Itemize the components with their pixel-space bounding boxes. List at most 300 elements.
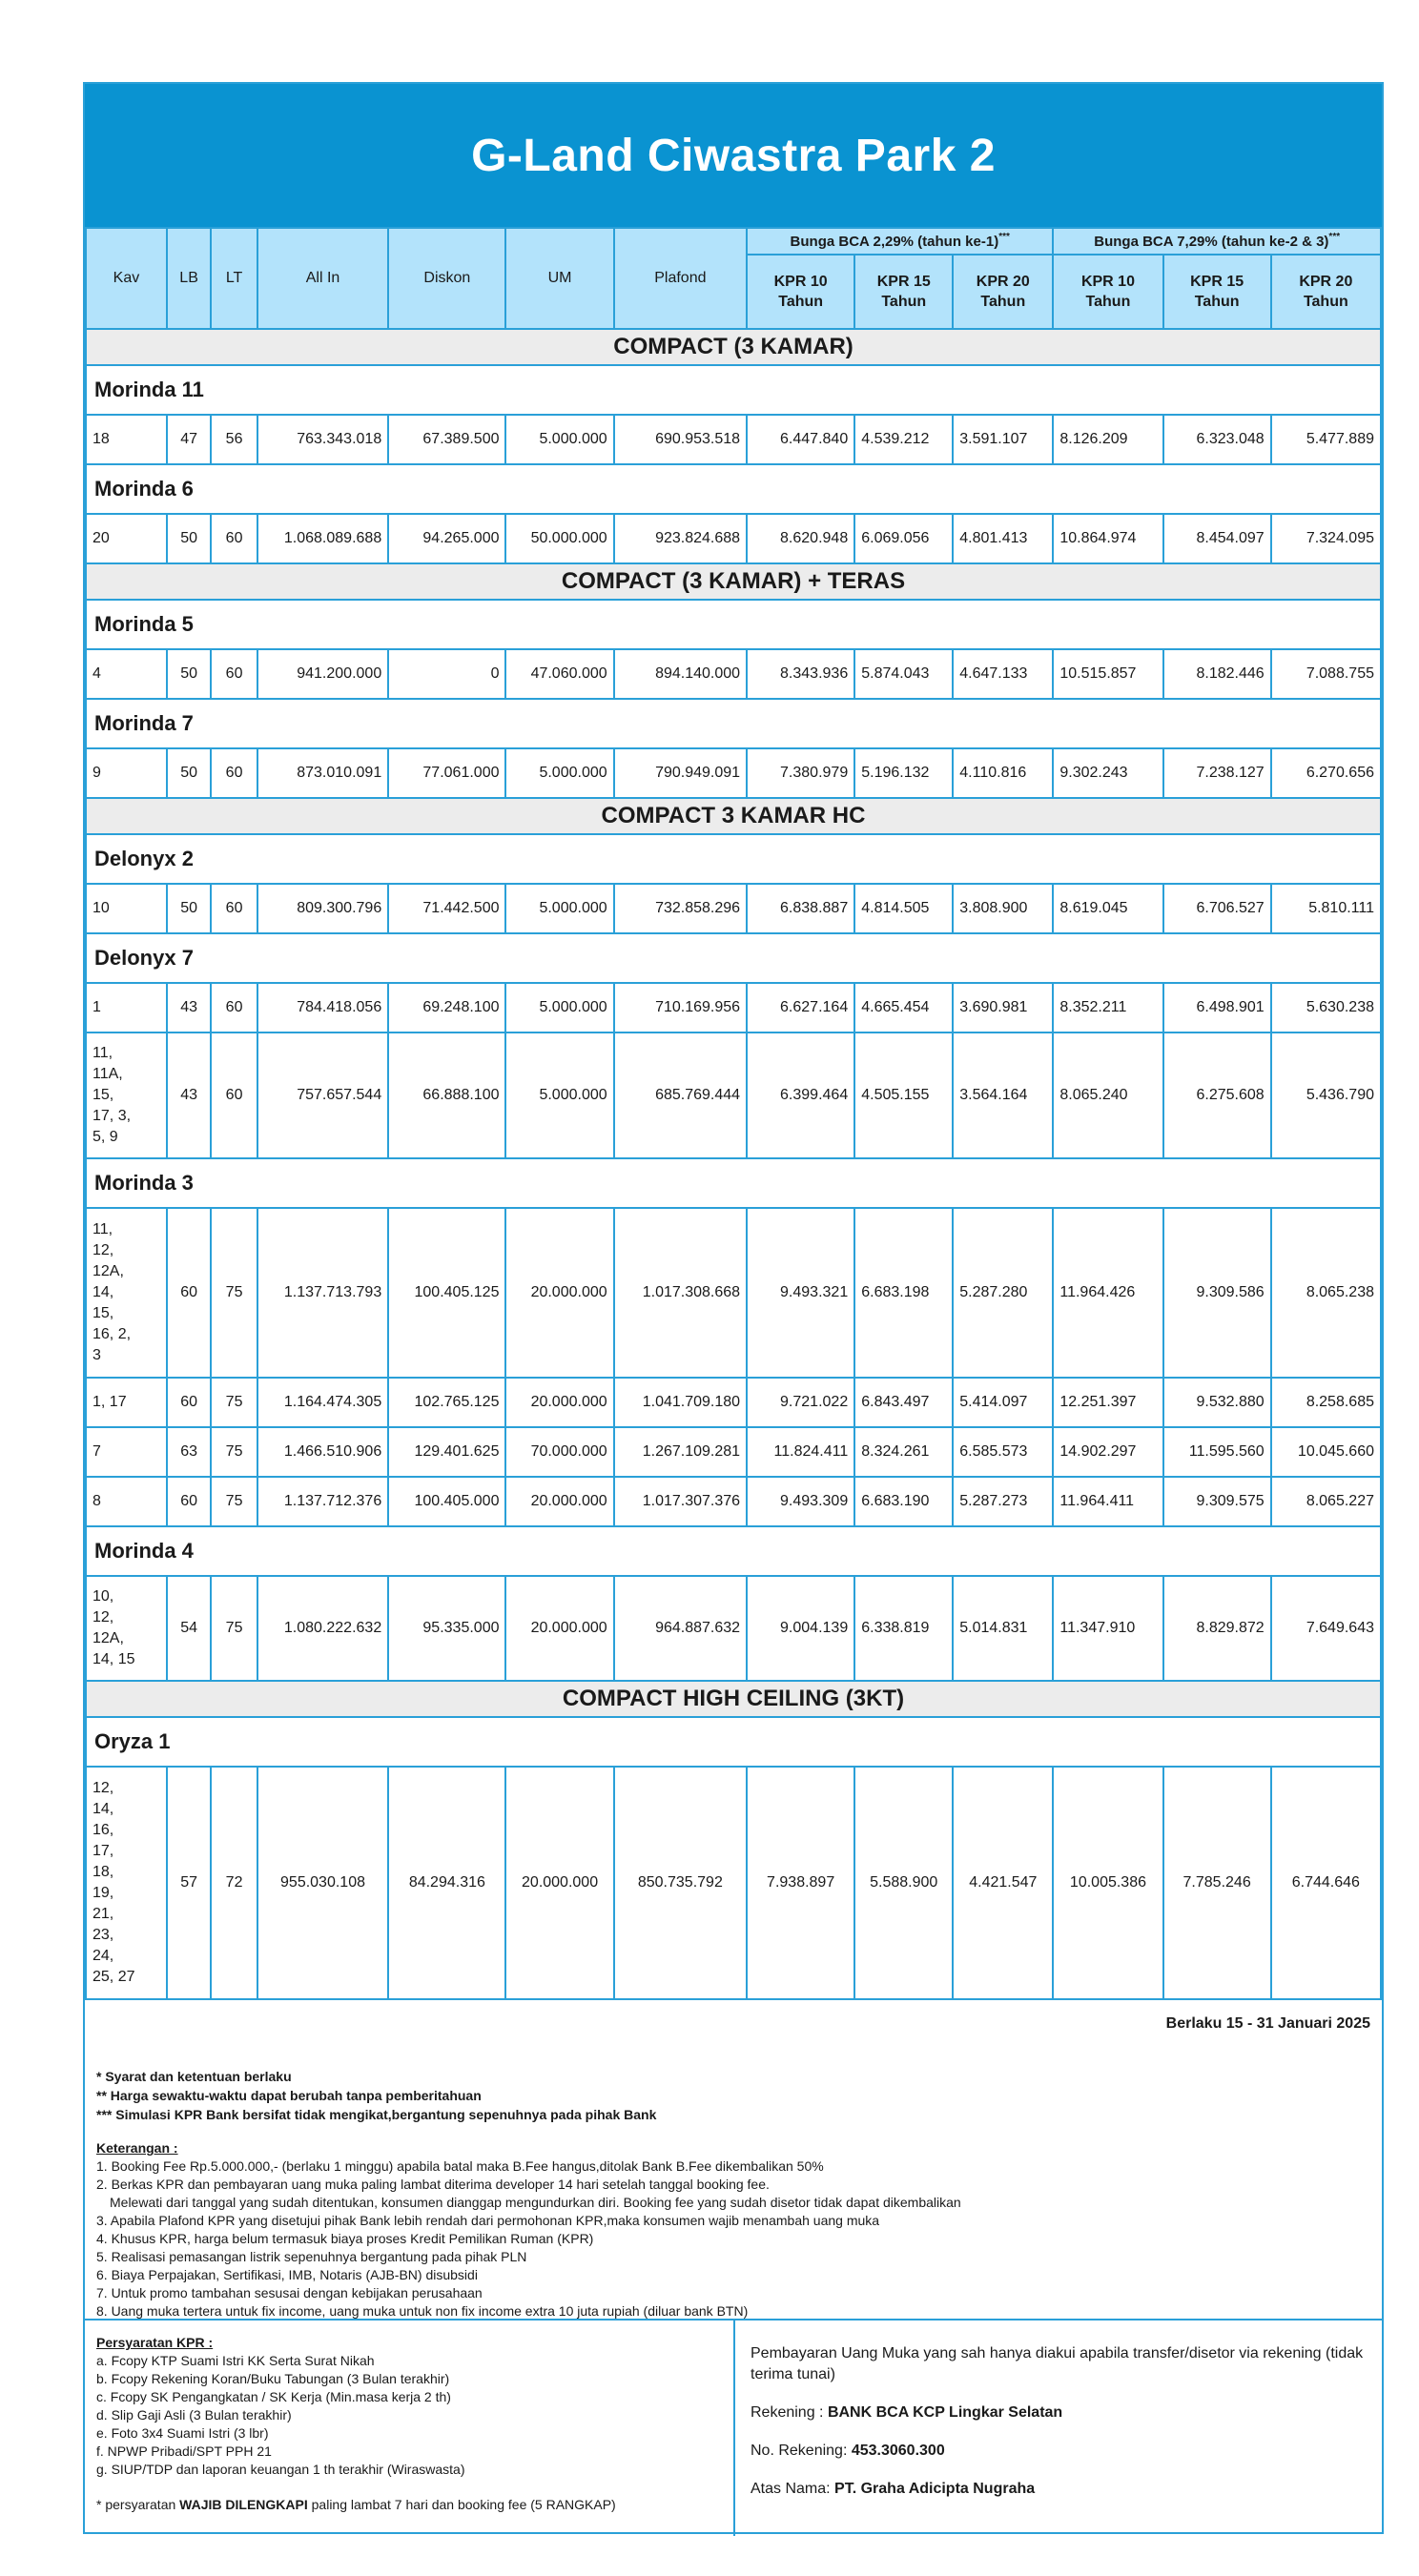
cell-kpr15-b: 6.498.901 xyxy=(1163,983,1271,1032)
cell-kpr10-b: 10.005.386 xyxy=(1053,1767,1162,1999)
cell-kpr15-a: 4.505.155 xyxy=(854,1032,953,1158)
table-row xyxy=(86,1032,1381,1158)
unit-type-row xyxy=(86,1526,1381,1576)
cell-kpr20-b: 5.810.111 xyxy=(1271,884,1381,933)
persyaratan-item: g. SIUP/TDP dan laporan keuangan 1 th terakhir (Wiraswasta) xyxy=(96,2462,465,2477)
table-row xyxy=(86,1767,1381,1999)
kav-line: 11A, xyxy=(93,1066,123,1082)
kav-line: 16, xyxy=(93,1822,114,1838)
cell-kpr10-b: 11.964.426 xyxy=(1053,1208,1162,1378)
cell-all-in: 941.200.000 xyxy=(257,649,388,699)
cell-kpr15-b: 9.309.586 xyxy=(1163,1208,1271,1378)
payment-note: Pembayaran Uang Muka yang sah hanya diakui apabila transfer/disetor via rekening (tidak terima tunai) xyxy=(751,2345,1364,2382)
cell-all-in: 955.030.108 xyxy=(257,1767,388,1999)
cell-diskon: 100.405.125 xyxy=(388,1208,505,1378)
kav-line: 11, xyxy=(93,1221,113,1237)
cell-kpr20-a: 3.591.107 xyxy=(953,415,1053,464)
col-all-in: All In xyxy=(257,228,388,329)
cell-plafond: 732.858.296 xyxy=(614,884,747,933)
cell-kpr15-b: 6.323.048 xyxy=(1163,415,1271,464)
table-row xyxy=(86,1208,1381,1378)
rekening-line xyxy=(751,2402,1367,2423)
cell-diskon: 71.442.500 xyxy=(388,884,505,933)
col-lb: LB xyxy=(167,228,211,329)
cell-plafond: 1.017.308.668 xyxy=(614,1208,747,1378)
keterangan-item: Melewati dari tanggal yang sudah ditentukan, konsumen dianggap mengundurkan diri. Booking fee yang sudah disetor tidak dapat dikembalikan xyxy=(110,2195,961,2210)
cell-kpr20-b: 6.744.646 xyxy=(1271,1767,1381,1999)
keterangan-title: Keterangan : xyxy=(96,2140,178,2156)
cell-lb: 43 xyxy=(167,983,211,1032)
cell-kpr20-b: 5.436.790 xyxy=(1271,1032,1381,1158)
cell-lt: 72 xyxy=(211,1767,257,1999)
table-body xyxy=(86,329,1381,1999)
cell-kpr15-a: 4.539.212 xyxy=(854,415,953,464)
cell-kpr10-b: 9.302.243 xyxy=(1053,748,1162,798)
unit-type-name: Morinda 11 xyxy=(86,365,1381,415)
col-kpr10-b xyxy=(1053,255,1162,329)
tahun-label: Tahun xyxy=(1085,294,1131,310)
cell-plafond: 850.735.792 xyxy=(614,1767,747,1999)
tahun-label: Tahun xyxy=(980,294,1026,310)
col-um: UM xyxy=(505,228,613,329)
cell-kpr20-a: 5.014.831 xyxy=(953,1576,1053,1681)
cell-kpr10-a: 8.620.948 xyxy=(747,514,854,563)
cell-kpr10-b: 12.251.397 xyxy=(1053,1378,1162,1427)
cell-um: 5.000.000 xyxy=(505,983,613,1032)
cell-kpr15-b: 8.454.097 xyxy=(1163,514,1271,563)
keterangan-item: 4. Khusus KPR, harga belum termasuk biaya proses Kredit Pemilikan Ruman (KPR) xyxy=(96,2231,594,2246)
kav-line: 15, xyxy=(93,1305,114,1321)
cell-kpr20-a: 5.287.280 xyxy=(953,1208,1053,1378)
tahun-label: Tahun xyxy=(1194,294,1240,310)
cell-kpr10-a: 9.493.309 xyxy=(747,1477,854,1526)
cell-diskon: 66.888.100 xyxy=(388,1032,505,1158)
cell-lb: 50 xyxy=(167,748,211,798)
cell-plafond: 1.017.307.376 xyxy=(614,1477,747,1526)
cell-kpr15-a: 6.683.190 xyxy=(854,1477,953,1526)
cell-plafond: 710.169.956 xyxy=(614,983,747,1032)
terms-list xyxy=(96,2067,1370,2124)
kpr15-label: KPR 15 xyxy=(1190,274,1244,290)
cell-kpr20-a: 4.110.816 xyxy=(953,748,1053,798)
cell-diskon: 129.401.625 xyxy=(388,1427,505,1477)
note-pre: * persyaratan xyxy=(96,2497,180,2512)
no-rekening-line xyxy=(751,2441,1367,2462)
tahun-label: Tahun xyxy=(778,294,824,310)
keterangan-item: 5. Realisasi pemasangan listrik sepenuhnya bergantung pada pihak PLN xyxy=(96,2249,527,2264)
cell-kpr20-b: 10.045.660 xyxy=(1271,1427,1381,1477)
kav-line: 12, xyxy=(93,1609,114,1625)
cell-kpr20-a: 6.585.573 xyxy=(953,1427,1053,1477)
cell-um: 20.000.000 xyxy=(505,1208,613,1378)
bottom-panel xyxy=(85,2319,1382,2536)
table-row xyxy=(86,1427,1381,1477)
cell-lt: 75 xyxy=(211,1427,257,1477)
kav-line: 5, 9 xyxy=(93,1129,118,1145)
cell-um: 70.000.000 xyxy=(505,1427,613,1477)
cell-kav: 9 xyxy=(86,748,167,798)
section-row xyxy=(86,798,1381,834)
cell-plafond: 790.949.091 xyxy=(614,748,747,798)
cell-kpr15-a: 5.196.132 xyxy=(854,748,953,798)
persyaratan-item: e. Foto 3x4 Suami Istri (3 lbr) xyxy=(96,2425,269,2441)
cell-kpr20-a: 4.801.413 xyxy=(953,514,1053,563)
cell-kpr10-a: 7.938.897 xyxy=(747,1767,854,1999)
cell-kpr10-b: 8.126.209 xyxy=(1053,415,1162,464)
group-bunga-1 xyxy=(747,228,1053,255)
cell-um: 5.000.000 xyxy=(505,884,613,933)
cell-kav: 7 xyxy=(86,1427,167,1477)
kpr20-label: KPR 20 xyxy=(976,274,1030,290)
cell-plafond: 690.953.518 xyxy=(614,415,747,464)
unit-type-name: Morinda 7 xyxy=(86,699,1381,748)
kav-line: 14, 15 xyxy=(93,1651,135,1667)
cell-kpr10-a: 6.627.164 xyxy=(747,983,854,1032)
persyaratan-item: a. Fcopy KTP Suami Istri KK Serta Surat Nikah xyxy=(96,2353,375,2368)
cell-kav xyxy=(86,1576,167,1681)
kav-line: 12, xyxy=(93,1780,114,1796)
cell-um: 5.000.000 xyxy=(505,415,613,464)
cell-lt: 60 xyxy=(211,748,257,798)
kav-line: 11, xyxy=(93,1045,113,1061)
cell-kav: 1 xyxy=(86,983,167,1032)
cell-kpr15-b: 7.785.246 xyxy=(1163,1767,1271,1999)
kav-line: 15, xyxy=(93,1087,114,1103)
section-title: COMPACT (3 KAMAR) xyxy=(86,329,1381,365)
cell-kpr15-a: 5.588.900 xyxy=(854,1767,953,1999)
cell-lb: 54 xyxy=(167,1576,211,1681)
cell-kpr10-a: 7.380.979 xyxy=(747,748,854,798)
cell-kav xyxy=(86,1208,167,1378)
cell-kpr10-b: 8.352.211 xyxy=(1053,983,1162,1032)
unit-type-row xyxy=(86,365,1381,415)
cell-all-in: 1.080.222.632 xyxy=(257,1576,388,1681)
cell-lt: 60 xyxy=(211,884,257,933)
term-item: *** Simulasi KPR Bank bersifat tidak mengikat,bergantung sepenuhnya pada pihak Bank xyxy=(96,2107,657,2122)
group-bunga-2 xyxy=(1053,228,1381,255)
keterangan-item: 3. Apabila Plafond KPR yang disetujui pihak Bank lebih rendah dari permohonan KPR,maka konsumen wajib menambah uang muka xyxy=(96,2213,880,2228)
keterangan-item: 7. Untuk promo tambahan sesusai dengan kebijakan perusahaan xyxy=(96,2285,483,2300)
cell-um: 20.000.000 xyxy=(505,1378,613,1427)
keterangan-item: 8. Uang muka tertera untuk fix income, uang muka untuk non fix income extra 10 juta rupiah (diluar bank BTN) xyxy=(96,2303,749,2319)
col-lt: LT xyxy=(211,228,257,329)
cell-kpr10-a: 8.343.936 xyxy=(747,649,854,699)
unit-type-row xyxy=(86,834,1381,884)
kav-line: 16, 2, xyxy=(93,1326,132,1342)
cell-kpr15-b: 8.829.872 xyxy=(1163,1576,1271,1681)
no-rekening-value: 453.3060.300 xyxy=(851,2443,945,2459)
price-list-sheet xyxy=(83,82,1384,2534)
kpr15-label: KPR 15 xyxy=(876,274,931,290)
kav-line: 12A, xyxy=(93,1263,124,1279)
table-row xyxy=(86,884,1381,933)
kav-line: 18, xyxy=(93,1864,114,1880)
keterangan-item: 1. Booking Fee Rp.5.000.000,- (berlaku 1 minggu) apabila batal maka B.Fee hangus,ditolak Bank B.Fee dikembalikan 50% xyxy=(96,2158,824,2174)
group-bunga-2-label: Bunga BCA 7,29% (tahun ke-2 & 3) xyxy=(1094,233,1329,250)
section-row xyxy=(86,329,1381,365)
table-row xyxy=(86,1378,1381,1427)
cell-kpr15-b: 6.706.527 xyxy=(1163,884,1271,933)
keterangan-item: 2. Berkas KPR dan pembayaran uang muka paling lambat diterima developer 14 hari setelah tanggal booking fee. xyxy=(96,2177,770,2192)
cell-kav: 8 xyxy=(86,1477,167,1526)
cell-lt: 60 xyxy=(211,1032,257,1158)
cell-kpr20-a: 5.287.273 xyxy=(953,1477,1053,1526)
col-kav: Kav xyxy=(86,228,167,329)
cell-kpr10-b: 14.902.297 xyxy=(1053,1427,1162,1477)
cell-um: 47.060.000 xyxy=(505,649,613,699)
cell-diskon: 95.335.000 xyxy=(388,1576,505,1681)
cell-lb: 50 xyxy=(167,649,211,699)
cell-all-in: 757.657.544 xyxy=(257,1032,388,1158)
cell-plafond: 685.769.444 xyxy=(614,1032,747,1158)
kav-line: 24, xyxy=(93,1948,114,1964)
cell-kpr20-b: 7.088.755 xyxy=(1271,649,1381,699)
payment-info xyxy=(733,2320,1382,2536)
cell-lt: 75 xyxy=(211,1378,257,1427)
unit-type-row xyxy=(86,1158,1381,1208)
unit-type-row xyxy=(86,933,1381,983)
cell-kpr20-a: 3.808.900 xyxy=(953,884,1053,933)
cell-diskon: 69.248.100 xyxy=(388,983,505,1032)
cell-kpr20-a: 3.690.981 xyxy=(953,983,1053,1032)
cell-kpr15-b: 9.532.880 xyxy=(1163,1378,1271,1427)
cell-plafond: 923.824.688 xyxy=(614,514,747,563)
cell-all-in: 784.418.056 xyxy=(257,983,388,1032)
cell-kpr10-a: 6.447.840 xyxy=(747,415,854,464)
col-kpr20-a xyxy=(953,255,1053,329)
atas-nama-value: PT. Graha Adicipta Nugraha xyxy=(834,2481,1036,2497)
kav-line: 12A, xyxy=(93,1630,124,1646)
validity-period: Berlaku 15 - 31 Januari 2025 xyxy=(1165,2015,1370,2032)
cell-plafond: 1.041.709.180 xyxy=(614,1378,747,1427)
kav-line: 21, xyxy=(93,1906,114,1922)
unit-type-name: Morinda 4 xyxy=(86,1526,1381,1576)
cell-lb: 50 xyxy=(167,884,211,933)
col-kpr20-b xyxy=(1271,255,1381,329)
persyaratan-title: Persyaratan KPR : xyxy=(96,2335,214,2350)
cell-kpr10-a: 9.493.321 xyxy=(747,1208,854,1378)
group-bunga-2-asterisk: *** xyxy=(1328,231,1341,242)
cell-all-in: 1.164.474.305 xyxy=(257,1378,388,1427)
cell-lb: 43 xyxy=(167,1032,211,1158)
note-bold: WAJIB DILENGKAPI xyxy=(179,2497,308,2512)
cell-lt: 75 xyxy=(211,1208,257,1378)
no-rekening-label: No. Rekening: xyxy=(751,2443,852,2459)
notes-area xyxy=(85,2015,1382,2320)
table-row xyxy=(86,748,1381,798)
cell-kpr15-b: 6.275.608 xyxy=(1163,1032,1271,1158)
cell-kpr20-b: 6.270.656 xyxy=(1271,748,1381,798)
cell-kpr10-b: 11.347.910 xyxy=(1053,1576,1162,1681)
cell-plafond: 1.267.109.281 xyxy=(614,1427,747,1477)
kpr20-label: KPR 20 xyxy=(1299,274,1353,290)
cell-kpr15-a: 8.324.261 xyxy=(854,1427,953,1477)
cell-diskon: 102.765.125 xyxy=(388,1378,505,1427)
persyaratan-note xyxy=(96,2496,722,2514)
cell-kpr20-b: 7.324.095 xyxy=(1271,514,1381,563)
cell-um: 5.000.000 xyxy=(505,748,613,798)
col-plafond: Plafond xyxy=(614,228,747,329)
term-item: * Syarat dan ketentuan berlaku xyxy=(96,2069,292,2084)
kav-line: 14, xyxy=(93,1284,114,1300)
kav-line: 3 xyxy=(93,1347,101,1363)
cell-kpr15-a: 4.665.454 xyxy=(854,983,953,1032)
table-row xyxy=(86,1477,1381,1526)
section-title: COMPACT 3 KAMAR HC xyxy=(86,798,1381,834)
cell-all-in: 1.137.713.793 xyxy=(257,1208,388,1378)
cell-all-in: 1.137.712.376 xyxy=(257,1477,388,1526)
kav-line: 19, xyxy=(93,1885,114,1901)
cell-kpr10-a: 11.824.411 xyxy=(747,1427,854,1477)
cell-kpr15-a: 4.814.505 xyxy=(854,884,953,933)
group-bunga-1-asterisk: *** xyxy=(998,231,1010,242)
cell-diskon: 77.061.000 xyxy=(388,748,505,798)
cell-um: 20.000.000 xyxy=(505,1767,613,1999)
cell-kpr10-b: 8.065.240 xyxy=(1053,1032,1162,1158)
persyaratan-item: f. NPWP Pribadi/SPT PPH 21 xyxy=(96,2443,272,2459)
table-row xyxy=(86,1576,1381,1681)
term-item: ** Harga sewaktu-waktu dapat berubah tanpa pemberitahuan xyxy=(96,2088,482,2103)
cell-kpr20-b: 8.065.227 xyxy=(1271,1477,1381,1526)
rekening-value: BANK BCA KCP Lingkar Selatan xyxy=(827,2404,1063,2421)
atas-nama-line xyxy=(751,2479,1367,2500)
cell-kav xyxy=(86,1767,167,1999)
cell-lt: 60 xyxy=(211,983,257,1032)
cell-kpr20-a: 3.564.164 xyxy=(953,1032,1053,1158)
col-kpr15-b xyxy=(1163,255,1271,329)
cell-kpr20-b: 5.630.238 xyxy=(1271,983,1381,1032)
cell-lt: 60 xyxy=(211,649,257,699)
kav-line: 25, 27 xyxy=(93,1969,135,1985)
rekening-label: Rekening : xyxy=(751,2404,828,2421)
group-bunga-1-label: Bunga BCA 2,29% (tahun ke-1) xyxy=(790,233,999,250)
cell-all-in: 763.343.018 xyxy=(257,415,388,464)
cell-um: 50.000.000 xyxy=(505,514,613,563)
cell-kpr20-b: 8.065.238 xyxy=(1271,1208,1381,1378)
keterangan-list xyxy=(96,2139,1370,2320)
tahun-label: Tahun xyxy=(881,294,927,310)
table-row xyxy=(86,649,1381,699)
cell-lb: 60 xyxy=(167,1477,211,1526)
cell-all-in: 1.466.510.906 xyxy=(257,1427,388,1477)
kpr10-label: KPR 10 xyxy=(773,274,828,290)
kav-line: 14, xyxy=(93,1801,114,1817)
unit-type-name: Oryza 1 xyxy=(86,1717,1381,1767)
kav-line: 17, xyxy=(93,1843,114,1859)
cell-kpr15-b: 9.309.575 xyxy=(1163,1477,1271,1526)
unit-type-name: Morinda 5 xyxy=(86,600,1381,649)
section-title: COMPACT HIGH CEILING (3KT) xyxy=(86,1681,1381,1717)
cell-kpr10-b: 8.619.045 xyxy=(1053,884,1162,933)
unit-type-name: Delonyx 7 xyxy=(86,933,1381,983)
col-kpr15-a xyxy=(854,255,953,329)
persyaratan-kpr xyxy=(85,2320,733,2536)
cell-lb: 60 xyxy=(167,1378,211,1427)
cell-kpr10-a: 6.838.887 xyxy=(747,884,854,933)
section-title: COMPACT (3 KAMAR) + TERAS xyxy=(86,563,1381,600)
col-diskon: Diskon xyxy=(388,228,505,329)
unit-type-row xyxy=(86,1717,1381,1767)
cell-kpr15-a: 6.843.497 xyxy=(854,1378,953,1427)
cell-plafond: 894.140.000 xyxy=(614,649,747,699)
persyaratan-item: b. Fcopy Rekening Koran/Buku Tabungan (3 Bulan terakhir) xyxy=(96,2371,450,2386)
unit-type-row xyxy=(86,464,1381,514)
cell-kpr20-b: 7.649.643 xyxy=(1271,1576,1381,1681)
cell-kpr15-b: 8.182.446 xyxy=(1163,649,1271,699)
col-kpr10-a xyxy=(747,255,854,329)
cell-kav xyxy=(86,1032,167,1158)
cell-lt: 75 xyxy=(211,1477,257,1526)
cell-kpr10-b: 10.864.974 xyxy=(1053,514,1162,563)
table-row xyxy=(86,983,1381,1032)
cell-all-in: 1.068.089.688 xyxy=(257,514,388,563)
cell-all-in: 809.300.796 xyxy=(257,884,388,933)
cell-diskon: 100.405.000 xyxy=(388,1477,505,1526)
cell-kpr20-a: 4.421.547 xyxy=(953,1767,1053,1999)
cell-diskon: 84.294.316 xyxy=(388,1767,505,1999)
price-table xyxy=(85,227,1382,2000)
kpr10-label: KPR 10 xyxy=(1080,274,1135,290)
cell-kav: 1, 17 xyxy=(86,1378,167,1427)
cell-kpr10-a: 6.399.464 xyxy=(747,1032,854,1158)
cell-kpr10-a: 9.721.022 xyxy=(747,1378,854,1427)
kav-line: 23, xyxy=(93,1927,114,1943)
cell-kpr20-b: 5.477.889 xyxy=(1271,415,1381,464)
cell-um: 20.000.000 xyxy=(505,1576,613,1681)
cell-kpr15-b: 7.238.127 xyxy=(1163,748,1271,798)
kav-line: 12, xyxy=(93,1242,114,1258)
cell-lt: 75 xyxy=(211,1576,257,1681)
title-banner xyxy=(85,84,1382,227)
cell-kpr15-a: 5.874.043 xyxy=(854,649,953,699)
cell-kav: 20 xyxy=(86,514,167,563)
keterangan-item: 6. Biaya Perpajakan, Sertifikasi, IMB, Notaris (AJB-BN) disubsidi xyxy=(96,2267,478,2282)
unit-type-name: Delonyx 2 xyxy=(86,834,1381,884)
unit-type-row xyxy=(86,600,1381,649)
cell-lb: 57 xyxy=(167,1767,211,1999)
cell-lt: 56 xyxy=(211,415,257,464)
cell-lt: 60 xyxy=(211,514,257,563)
unit-type-name: Morinda 3 xyxy=(86,1158,1381,1208)
section-row xyxy=(86,563,1381,600)
note-post: paling lambat 7 hari dan booking fee (5 RANGKAP) xyxy=(307,2497,616,2512)
page-title: G-Land Ciwastra Park 2 xyxy=(471,130,996,181)
persyaratan-item: d. Slip Gaji Asli (3 Bulan terakhir) xyxy=(96,2407,292,2423)
cell-diskon: 94.265.000 xyxy=(388,514,505,563)
cell-lb: 47 xyxy=(167,415,211,464)
cell-plafond: 964.887.632 xyxy=(614,1576,747,1681)
table-row xyxy=(86,415,1381,464)
cell-lb: 63 xyxy=(167,1427,211,1477)
cell-diskon: 67.389.500 xyxy=(388,415,505,464)
cell-kpr20-b: 8.258.685 xyxy=(1271,1378,1381,1427)
table-row xyxy=(86,514,1381,563)
cell-um: 20.000.000 xyxy=(505,1477,613,1526)
cell-kav: 4 xyxy=(86,649,167,699)
cell-all-in: 873.010.091 xyxy=(257,748,388,798)
cell-kav: 18 xyxy=(86,415,167,464)
table-header xyxy=(86,228,1381,329)
cell-lb: 50 xyxy=(167,514,211,563)
cell-kpr15-b: 11.595.560 xyxy=(1163,1427,1271,1477)
cell-kpr15-a: 6.069.056 xyxy=(854,514,953,563)
cell-kpr15-a: 6.338.819 xyxy=(854,1576,953,1681)
unit-type-row xyxy=(86,699,1381,748)
cell-kav: 10 xyxy=(86,884,167,933)
cell-kpr10-b: 10.515.857 xyxy=(1053,649,1162,699)
section-row xyxy=(86,1681,1381,1717)
persyaratan-item: c. Fcopy SK Pengangkatan / SK Kerja (Min.masa kerja 2 th) xyxy=(96,2389,451,2404)
